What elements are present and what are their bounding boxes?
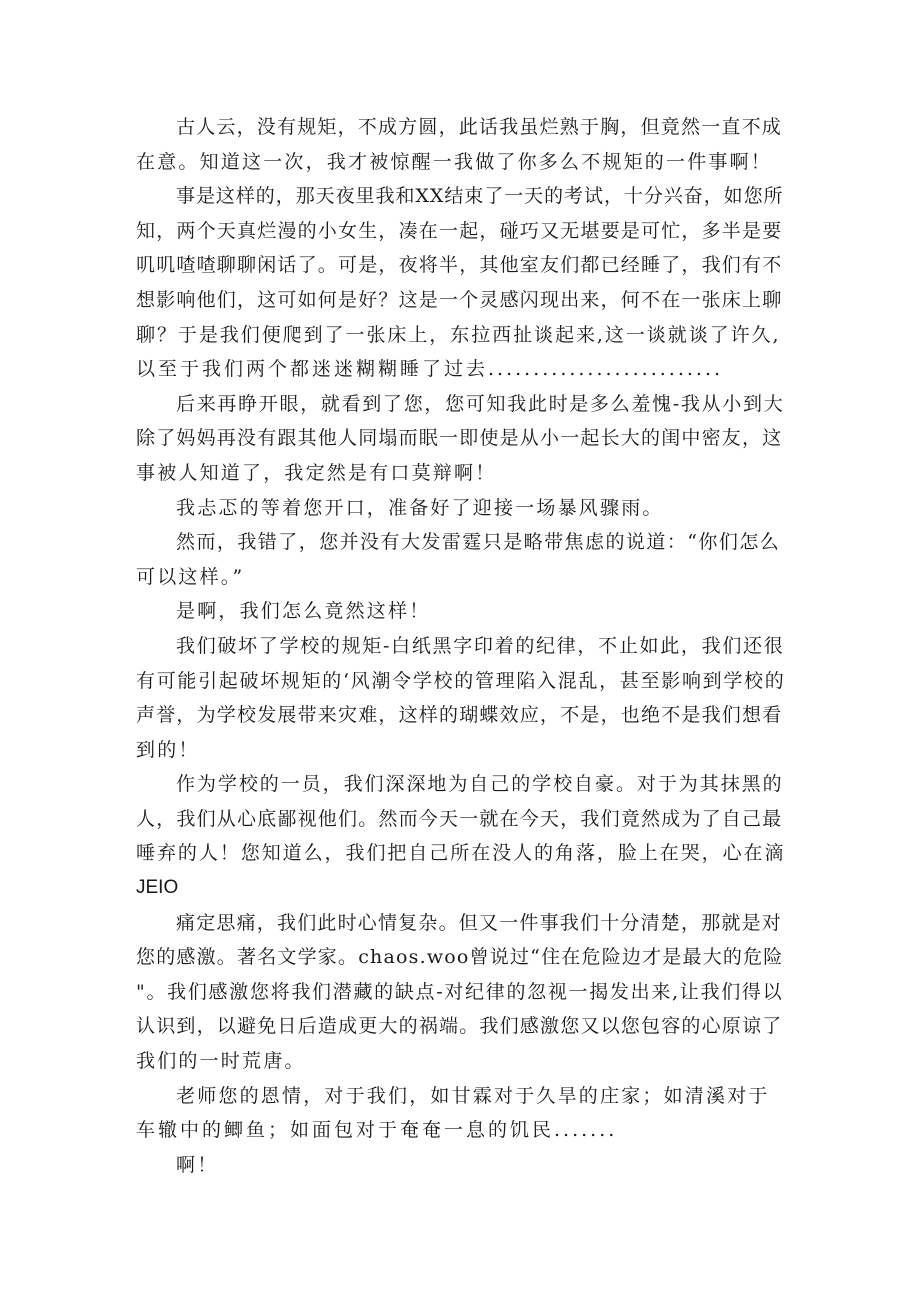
- text-line: 叽叽喳喳聊聊闲话了。可是，夜将半，其他室友们都已经睡了，我们有不: [136, 254, 783, 277]
- text-line: 古人云，没有规矩，不成方圆，此话我虽烂熟于胸，但竟然一直不成: [176, 116, 783, 138]
- text-line: 唾弃的人！您知道么，我们把自己所在没人的角落，脸上在哭，心在滴: [136, 842, 786, 865]
- document-body: [136, 110, 786, 1182]
- text-line: 到的！: [136, 738, 200, 761]
- text-line: 声誉，为学校发展带来灾难，这样的瑚蝶效应，不是，也绝不是我们想看: [136, 704, 783, 727]
- text-line: 车辙中的鲫鱼；如面包对于奄奄一息的饥民.......: [136, 1119, 618, 1142]
- text-line: 然而，我错了，您并没有大发雷霆只是略带焦虑的说道：“你们怎么: [176, 531, 781, 554]
- text-line: 知，两个天真烂漫的小女生，凑在一起，碰巧又无堪要是可忙，多半是要: [136, 219, 783, 242]
- text-line: JEIO: [136, 877, 179, 899]
- text-line: 您的感激。著名文学家。chaos.woo曾说过“住在危险边才是最大的危险: [136, 946, 784, 969]
- text-line: 痛定思痛，我们此时心情复杂。但又一件事我们十分清楚，那就是对: [176, 911, 783, 934]
- text-line: 除了妈妈再没有跟其他人同塌而眠一即使是从小一起长大的闺中密友，这: [136, 427, 783, 450]
- text-line: 认识到，以避免日后造成更大的祸端。我们感激您又以您包容的心原谅了: [136, 1015, 783, 1038]
- text-line: 聊？于是我们便爬到了一张床上，东拉西扯谈起来,这一谈就谈了许久,: [136, 323, 781, 346]
- text-line: 以至于我们两个都迷迷糊糊睡了过去..........................: [136, 358, 724, 381]
- text-line: 作为学校的一员，我们深深地为自己的学校自豪。对于为其抹黑的: [176, 773, 784, 796]
- text-line: 后来再睁开眼，就看到了您，您可知我此时是多么羞愧-我从小到大: [176, 392, 785, 415]
- text-line: 我忐忑的等着您开口，准备好了迎接一场暴风骤雨。: [176, 496, 664, 519]
- text-line: 事是这样的，那天夜里我和XX结束了一天的考试，十分兴奋，如您所: [176, 185, 784, 208]
- text-line: "。我们感激您将我们潜藏的缺点-对纪律的忽视一揭发出来,让我们得以: [136, 980, 784, 1003]
- text-line: 有可能引起破坏规矩的‘风潮令学校的管理陷入混乱，甚至影响到学校的: [136, 669, 786, 692]
- text-line: 是啊，我们怎么竟然这样！: [176, 600, 431, 623]
- text-line: 想影响他们，这可如何是好？这是一个灵感闪现出来，何不在一张床上聊: [136, 288, 783, 311]
- text-line: 可以这样。”: [136, 565, 245, 588]
- text-line: 啊！: [176, 1153, 219, 1176]
- text-line: 我们的一时荒唐。: [136, 1050, 306, 1073]
- text-line: 我们破坏了学校的规矩-白纸黑字印着的纪律，不止如此，我们还很: [176, 634, 785, 657]
- text-line: 事被人知道了，我定然是有口莫辩啊！: [136, 461, 497, 484]
- text-line: 人，我们从心底鄙视他们。然而今天一就在今天，我们竟然成为了自己最: [136, 807, 783, 830]
- text-line: 在意。知道这一次，我才被惊醒一我做了你多么不规矩的一件事啊！: [136, 150, 773, 173]
- text-line: 老师您的恩情，对于我们，如甘霖对于久旱的庄家；如清溪对于: [176, 1084, 770, 1107]
